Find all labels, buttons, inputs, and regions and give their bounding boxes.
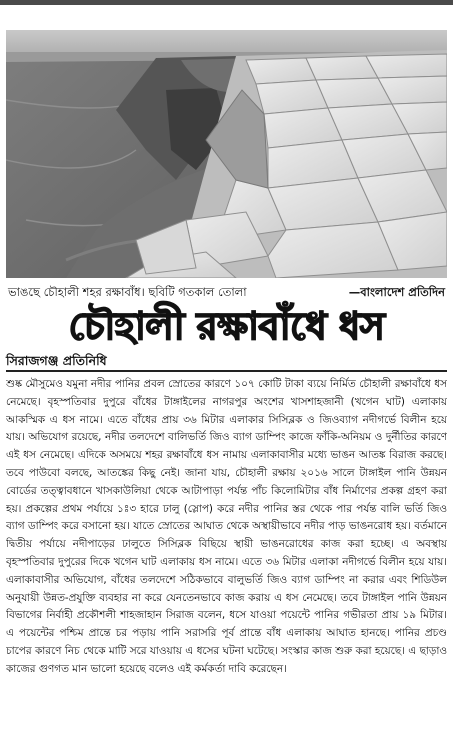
byline-rule <box>6 370 447 372</box>
top-rule <box>0 0 453 5</box>
photo-caption: ভাঙছে চৌহালী শহর রক্ষাবাঁধ। ছবিটি গতকাল তোলা <box>8 285 247 299</box>
photo-credit: —বাংলাদেশ প্রতিদিন <box>348 285 445 299</box>
article-body <box>6 376 447 734</box>
article-paragraph: শুষ্ক মৌসুমেও যমুনা নদীর পানির প্রবল স্রোতের কারণে ১০৭ কোটি টাকা ব্যয়ে নির্মিত চৌহালী রক্ষাবাঁধে ধস নেমেছে। বৃহস্পতিবার দুপুরে বাঁধের টাঙ্গাইলের নাগরপুর অংশের খাসশাহজানী (খগেন ঘাট) এলাকায় আকস্মিক এ ধস নামে। এতে বাঁধের প্রায় ৩৬ মিটার এলাকার সিসিব্লক ও জিওব্যাগ নদীগর্ভে বিলীন হয়ে যায়। অভিযোগ রয়েছে, নদীর তলদেশে বালিভর্তি জিও ব্যাগ ডাম্পিং কাজে ফাঁকি-অনিয়ম ও দুর্নীতির কারণে এই ধস নেমেছে। এদিকে অসময়ে শহর রক্ষাবাঁধে ধস নামায় এলাকাবাসীর মধ্যে ভাঙন আতঙ্ক বিরাজ করছে। তবে পাউবো বলছে, আতঙ্কের কিছু নেই। জানা যায়, চৌহালী রক্ষায় ২০১৬ সালে টাঙ্গাইল পানি উন্নয়ন বোর্ডের তত্ত্বাবধানে খাসকাউলিয়া থেকে আটাপাড়া পর্যন্ত পাঁচ কিলোমিটার বাঁধ নির্মাণের প্রকল্প গ্রহণ করা হয়। প্রকল্পের প্রথম পর্যায়ে ১ঃ৩ হারে ঢালু (স্লোপ) করে নদীর পানির স্তর থেকে পার পর্যন্ত বালি ভর্তি জিও ব্যাগ ডাম্পিং করে বসানো হয়। যাতে স্রোতের আঘাত থেকে অস্থায়ীভাবে নদীর পাড় ভাঙনরোধ হয়। বর্তমানে দ্বিতীয় পর্যায়ে নদীপাড়ের ঢালুতে সিসিব্লক বিছিয়ে স্থায়ী ভাঙনরোধের কাজ করা হচ্ছে। এ অবস্থায় বৃহস্পতিবার দুপুরের দিকে খগেন ঘাট এলাকায় ধস নামে। এতে ৩৬ মিটার এলাকা নদীগর্ভে বিলীন হয়ে যায়। এলাকাবাসীর অভিযোগ, বাঁধের তলদেশে সঠিকভাবে বালুভর্তি জিও ব্যাগ ডাম্পিং না করার এবং শিডিউল অনুযায়ী উন্নত-প্রযুক্তি ব্যবহার না করে যেনতেনভাবে কাজ করায় এ ধস নেমেছে। তবে টাঙ্গাইল পানি উন্নয়ন বিভাগের নির্বাহী প্রকৌশলী শাহজাহান সিরাজ বলেন, ধসে যাওয়া পয়েন্টে পানির গভীরতা প্রায় ১৯ মিটার। এ পয়েন্টের পশ্চিম প্রান্তে চর পড়ায় পানি সরাসরি পূর্ব প্রান্তে বাঁধ এলাকায় আঘাত হানছে। পানির প্রচণ্ড চাপের কারণে নিচ থেকে মাটি সরে যাওয়ায় এ ধসের ঘটনা ঘটেছে। সংস্কার কাজ শুরু করা হয়েছে। এ ছাড়াও কাজের গুণগত মান ভালো হয়েছে বলেও এই কর্মকর্তা দাবি করেছেন। <box>6 378 447 675</box>
headline: চৌহালী রক্ষাবাঁধে ধস <box>68 303 385 348</box>
news-photo <box>6 30 447 278</box>
byline: সিরাজগঞ্জ প্রতিনিধি <box>6 353 107 368</box>
photo-caption-row <box>6 283 447 301</box>
